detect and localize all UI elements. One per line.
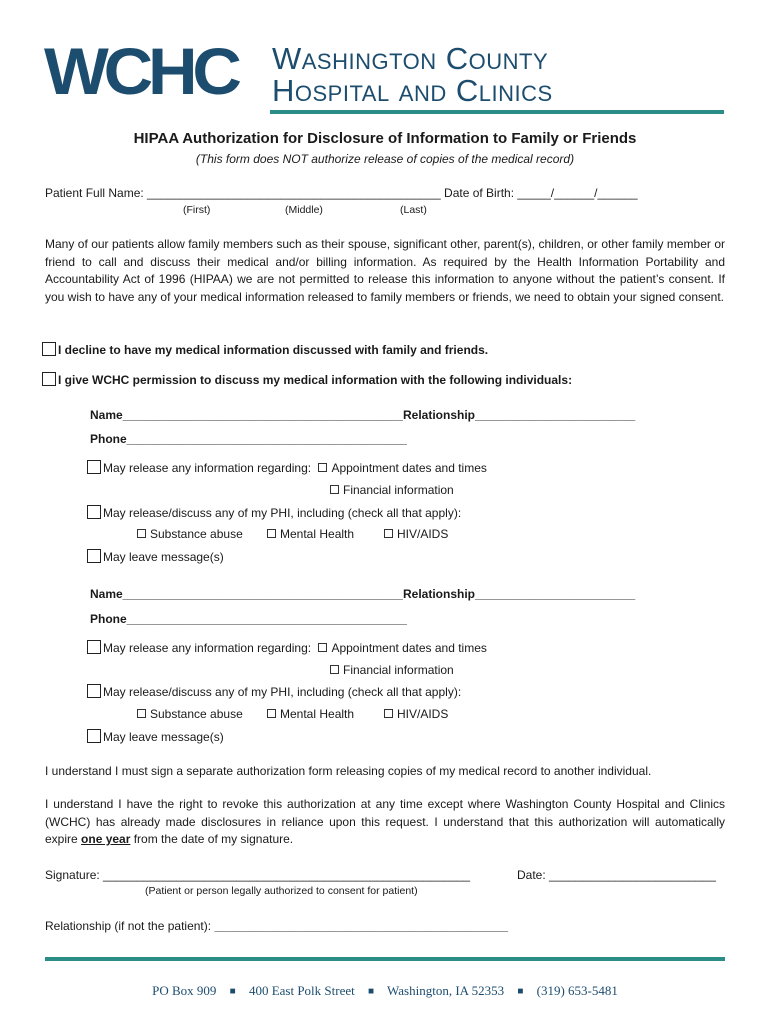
individual1-release-phi-checkbox[interactable] [87,505,101,519]
first-caption: (First) [183,204,211,216]
individual1-phone[interactable]: Phone__________________________________________ [90,432,407,446]
release-any-label: May release any information regarding: [103,641,312,655]
individual2-relationship: Relationship________________________ [402,587,636,601]
individual1-name: Name__________________________________________ [90,408,403,422]
appointments-label: Appointment dates and times [331,461,487,475]
individual1-message-checkbox[interactable] [87,549,101,563]
release-phi-label: May release/discuss any of my PHI, including (check all that apply): [103,506,462,520]
individual2-appointments-checkbox[interactable] [318,643,327,652]
separate-authorization-statement: I understand I must sign a separate authorization form releasing copies of my medical record to another individual. [45,764,652,778]
message-label: May leave message(s) [103,550,224,564]
individual1-financial-checkbox[interactable] [330,485,339,494]
org-name-line1-text: Washington County [272,41,549,76]
individual2-name-line[interactable] [90,586,635,603]
individual2-release-any [87,640,487,657]
individual2-release-phi-checkbox[interactable] [87,684,101,698]
revoke-text-a: I understand I have the right to revoke this authorization at any time except where Washington County Hospital and Clinics (WCHC) has already made disclosures in reliance upon this request. I understand that this authorization will automatically expire [45,797,725,846]
hiv-label: HIV/AIDS [397,707,449,721]
individual2-financial-checkbox[interactable] [330,665,339,674]
individual2-name: Name__________________________________________ [90,587,403,601]
revoke-statement [45,796,725,849]
wchc-logo: WCHC [44,34,237,108]
give-option [42,372,572,389]
signature-note: (Patient or person legally authorized to consent for patient) [145,885,418,897]
footer-separator-2: ■ [367,986,375,997]
mental-label: Mental Health [280,707,355,721]
org-name-line2-text: Hospital and Clinics [272,73,553,108]
individual2-substance [137,706,243,723]
one-year-emphasis: one year [81,832,131,846]
relationship-blank: ____________________________________________ [214,919,509,933]
individual2-substance-checkbox[interactable] [137,709,146,718]
individual2-hiv [384,706,448,723]
give-permission-checkbox[interactable] [42,372,56,386]
middle-caption: (Middle) [285,204,323,216]
substance-label: Substance abuse [150,707,243,721]
footer-address [0,983,770,999]
individual2-hiv-checkbox[interactable] [384,709,393,718]
individual1-financial [330,482,454,499]
individual1-mental-checkbox[interactable] [267,529,276,538]
individual1-release-any-checkbox[interactable] [87,460,101,474]
give-label: I give WCHC permission to discuss my medical information with the following individuals: [58,373,573,387]
hiv-label: HIV/AIDS [397,527,449,541]
intro-paragraph: Many of our patients allow family members such as their spouse, significant other, parent(s), children, or other family member or friend to call and discuss their medical and/or billing information. As required by the Health Information Portability and Accountability Act of 1996 (HIPAA) we are not permitted to release this information to anyone without the patient’s consent. If you wish to have any of your medical information released to family members or friends, we need to obtain your signed consent. [45,237,725,304]
individual1-mental [267,526,354,543]
individual1-relationship: Relationship________________________ [402,408,636,422]
form-title: HIPAA Authorization for Disclosure of Information to Family or Friends [133,130,637,147]
individual1-hiv-checkbox[interactable] [384,529,393,538]
individual2-mental [267,706,354,723]
individual1-appointments-checkbox[interactable] [318,463,327,472]
release-phi-label: May release/discuss any of my PHI, including (check all that apply): [103,685,462,699]
footer-po-box: PO Box 909 [152,983,217,998]
individual2-phone[interactable]: Phone__________________________________________ [90,612,407,626]
signature-line[interactable]: Signature: _______________________________________________________ [45,868,471,882]
individual1-hiv [384,526,448,543]
individual1-release-any [87,460,487,477]
signature-date-line[interactable]: Date: _________________________ [517,868,716,882]
release-any-label: May release any information regarding: [103,461,312,475]
mental-label: Mental Health [280,527,355,541]
appointments-label: Appointment dates and times [331,641,487,655]
footer-separator-3: ■ [517,986,524,997]
message-label: May leave message(s) [103,730,224,744]
patient-name-dob-line[interactable]: Patient Full Name: ____________________________________________ Date of Birth: _____/______/______ [45,186,638,200]
substance-label: Substance abuse [150,527,243,541]
header-rule [270,110,724,114]
financial-label: Financial information [343,483,454,497]
footer-separator-1: ■ [229,986,236,997]
relationship-line[interactable] [45,918,508,935]
individual2-message [87,729,224,746]
individual1-substance-checkbox[interactable] [137,529,146,538]
individual1-release-phi [87,505,461,522]
footer-city: Washington, IA 52353 [387,983,505,998]
individual2-message-checkbox[interactable] [87,729,101,743]
individual1-substance [137,526,243,543]
footer-rule [45,957,725,961]
financial-label: Financial information [343,663,454,677]
decline-label: I decline to have my medical information discussed with family and friends. [58,343,489,357]
org-name-line1 [272,41,549,76]
decline-checkbox[interactable] [42,342,56,356]
last-caption: (Last) [400,204,427,216]
footer-street: 400 East Polk Street [248,983,355,998]
form-subtitle: (This form does NOT authorize release of copies of the medical record) [195,152,575,166]
revoke-text-c: from the date of my signature. [130,832,294,846]
footer-phone: (319) 653-5481 [536,983,618,998]
individual1-name-line[interactable] [90,407,635,424]
relationship-label: Relationship (if not the patient): [45,919,212,933]
individual2-financial [330,662,454,679]
individual2-mental-checkbox[interactable] [267,709,276,718]
individual1-message [87,549,224,566]
individual2-release-any-checkbox[interactable] [87,640,101,654]
decline-option [42,342,488,359]
individual2-release-phi [87,684,461,701]
org-name-line2 [272,73,553,108]
